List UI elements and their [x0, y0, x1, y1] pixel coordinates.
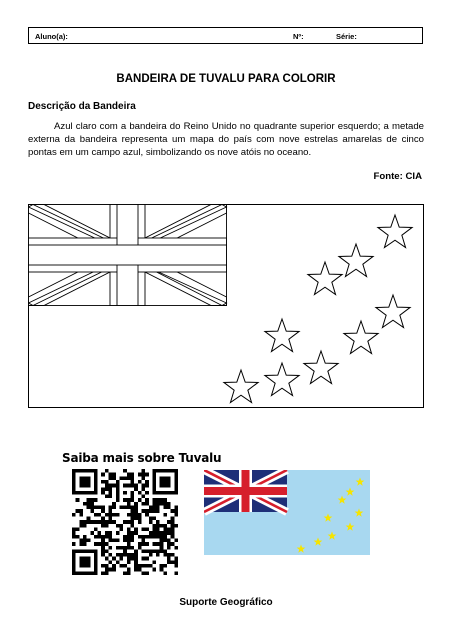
- student-name-label: Aluno(a):: [35, 32, 68, 41]
- coloring-flag-outline: [28, 204, 424, 408]
- qr-code[interactable]: [72, 469, 178, 575]
- footer-label: Suporte Geográfico: [179, 597, 273, 608]
- qr-heading: Saiba mais sobre Tuvalu: [62, 451, 222, 465]
- student-info-box: [28, 27, 423, 44]
- number-label: Nº:: [293, 32, 304, 41]
- tuvalu-flag-color: [204, 470, 370, 555]
- description-heading: Descrição da Bandeira: [28, 101, 136, 112]
- union-jack-outline: [29, 205, 227, 306]
- union-jack: [204, 470, 287, 512]
- grade-label: Série:: [336, 32, 357, 41]
- source-label: Fonte: CIA: [373, 171, 422, 182]
- page-title: BANDEIRA DE TUVALU PARA COLORIR: [116, 73, 336, 85]
- description-text: Azul claro com a bandeira do Reino Unido no quadrante superior esquerdo; a metade externa da bandeira representa um mapa do país com nove estrelas amarelas de cinco pontas em um campo azul, simbolizando os nove atóis no oceano.: [28, 121, 424, 158]
